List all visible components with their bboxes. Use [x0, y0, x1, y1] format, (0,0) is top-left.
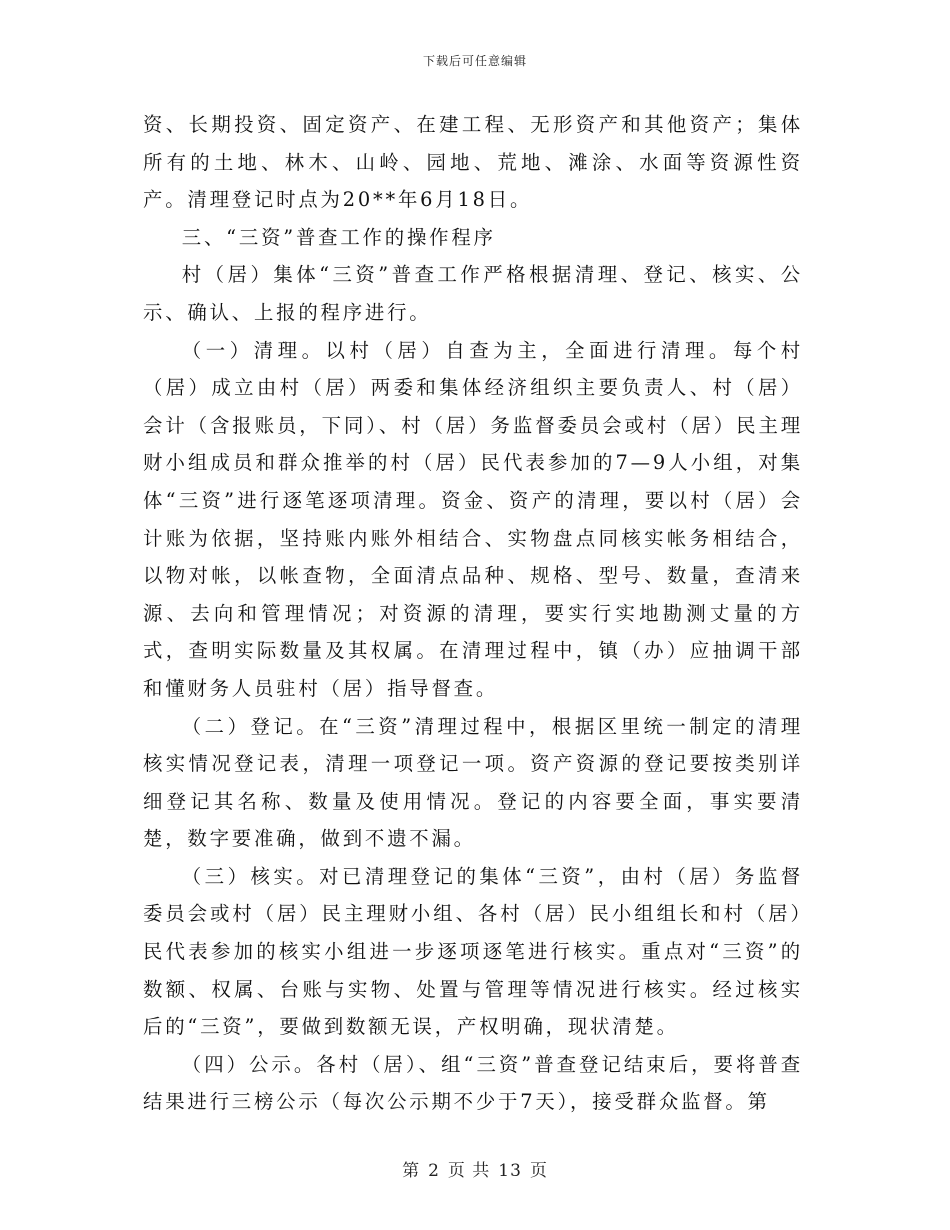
paragraph-continuation: 资、长期投资、固定资产、在建工程、无形资产和其他资产；集体所有的土地、林木、山岭、园地、荒地、滩涂、水面等资源性资产。清理登记时点为20**年6月18日。	[143, 113, 803, 212]
page-number: 2	[428, 1161, 440, 1181]
paragraph: （四）公示。各村（居）、组“三资”普查登记结束后，要将普查结果进行三榜公示（每次公示期不少于7天），接受群众监督。第	[143, 1052, 803, 1114]
total-pages: 13	[498, 1161, 522, 1181]
document-body	[143, 106, 803, 1121]
page-header: 下载后可任意编辑	[422, 54, 527, 68]
paragraph: （三）核实。对已清理登记的集体“三资”，由村（居）务监督委员会或村（居）民主理财小组、各村（居）民小组组长和村（居）民代表参加的核实小组进一步逐项逐笔进行核实。重点对“三资”的数额、权属、台账与实物、处置与管理等情况进行核实。经过核实后的“三资”，要做到数额无误，产权明确，现状清楚。	[143, 864, 803, 1039]
paragraph: （一）清理。以村（居）自查为主，全面进行清理。每个村（居）成立由村（居）两委和集体经济组织主要负责人、村（居）会计（含报账员，下同）、村（居）务监督委员会或村（居）民主理财小组成员和群众推举的村（居）民代表参加的7—9人小组，对集体“三资”进行逐笔逐项清理。资金、资产的清理，要以村（居）会计账为依据，坚持账内账外相结合、实物盘点同核实帐务相结合，以物对帐，以帐查物，全面清点品种、规格、型号、数量，查清来源、去向和管理情况；对资源的清理，要实行实地勘测丈量的方式，查明实际数量及其权属。在清理过程中，镇（办）应抽调干部和懂财务人员驻村（居）指导督查。	[143, 338, 803, 700]
footer-suffix: 页	[529, 1161, 548, 1181]
footer-middle: 页 共	[447, 1161, 491, 1181]
footer-prefix: 第	[402, 1161, 421, 1181]
page-footer	[0, 1156, 950, 1181]
paragraph: 村（居）集体“三资”普查工作严格根据清理、登记、核实、公示、确认、上报的程序进行。	[143, 263, 803, 324]
section-heading: 三、“三资”普查工作的操作程序	[181, 225, 496, 249]
paragraph: （二）登记。在“三资”清理过程中，根据区里统一制定的清理核实情况登记表，清理一项登记一项。资产资源的登记要按类别详细登记其名称、数量及使用情况。登记的内容要全面，事实要清楚，数字要准确，做到不遗不漏。	[143, 714, 803, 851]
